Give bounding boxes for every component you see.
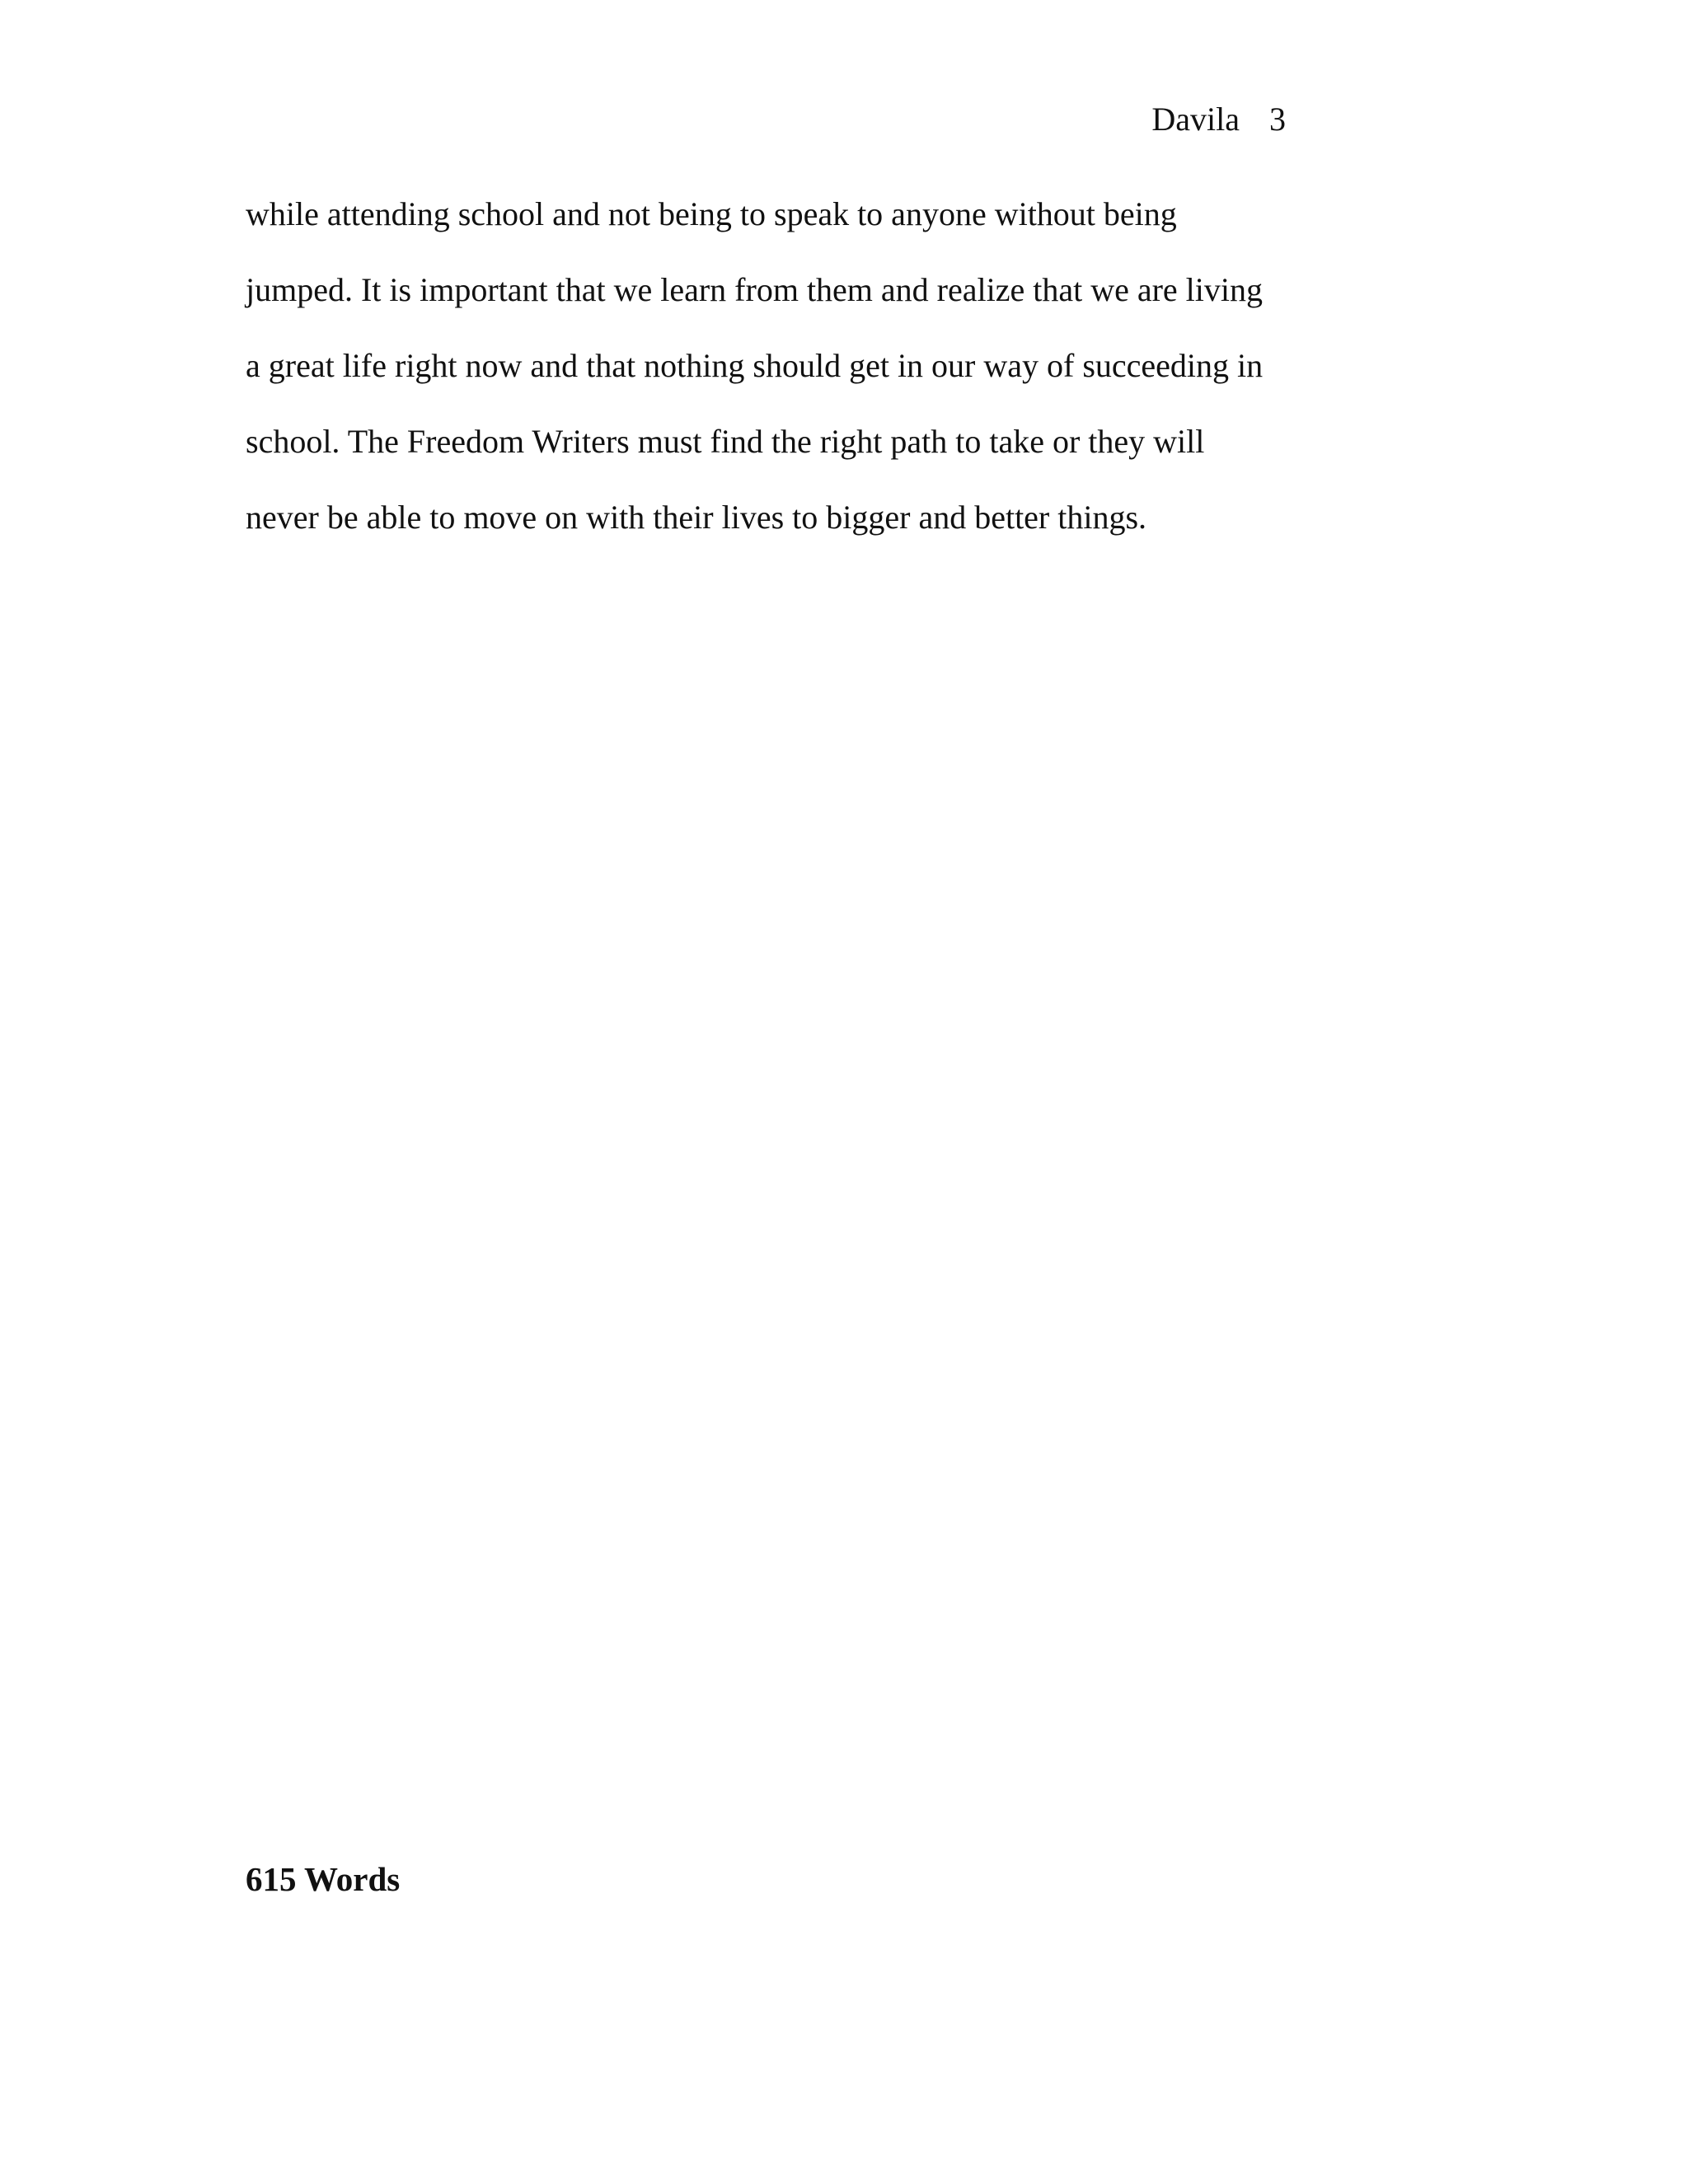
page-header	[1071, 95, 1286, 144]
body-line: while attending school and not being to speak to anyone without being	[246, 195, 1177, 232]
header-page-number: 3	[1269, 101, 1286, 138]
body-line: never be able to move on with their lives to bigger and better things.	[246, 499, 1147, 536]
header-author: Davila	[1151, 101, 1240, 138]
body-line: a great life right now and that nothing should get in our way of succeeding in	[246, 347, 1264, 384]
body-line: jumped. It is important that we learn from them and realize that we are living	[246, 271, 1264, 308]
word-count: 615 Words	[246, 1860, 401, 1898]
body-paragraph	[246, 190, 1317, 569]
body-line: school. The Freedom Writers must find the right path to take or they will	[246, 423, 1205, 460]
